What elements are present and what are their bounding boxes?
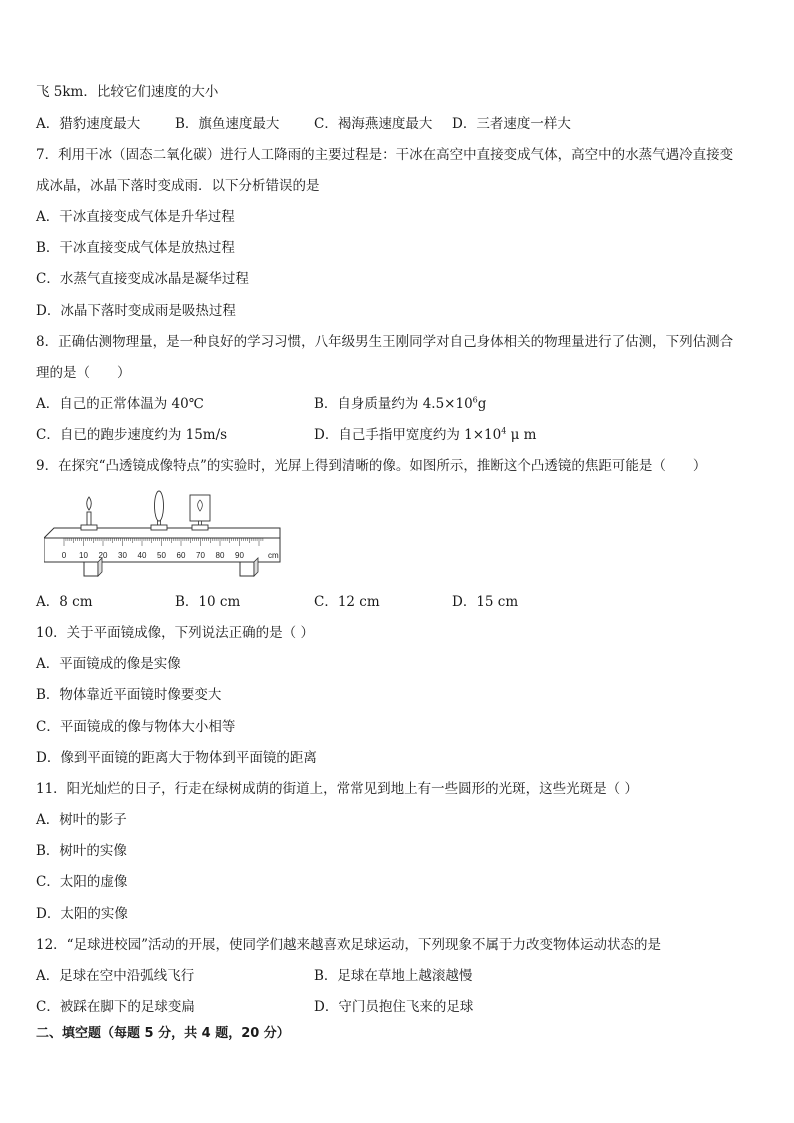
q7-option-b: B．干冰直接变成气体是放热过程 xyxy=(36,240,235,256)
q10-option-a: A．平面镜成的像是实像 xyxy=(36,656,181,672)
q8-option-d-exponent: 4 xyxy=(501,426,507,436)
optical-bench-svg xyxy=(44,488,284,583)
ruler-unit-label: cm xyxy=(268,551,279,560)
q10-option-c: C．平面镜成的像与物体大小相等 xyxy=(36,719,236,735)
section2-title: 二、填空题（每题 5 分，共 4 题，20 分） xyxy=(36,1026,290,1041)
q6-option-a: A．猎豹速度最大 xyxy=(36,116,141,132)
q6-option-d: D．三者速度一样大 xyxy=(452,116,571,132)
candle-holder xyxy=(81,525,97,530)
lens-holder xyxy=(151,525,167,530)
q11-option-d: D．太阳的实像 xyxy=(36,906,128,922)
q9-option-d: D．15 cm xyxy=(452,594,519,610)
q12-option-c: C．被踩在脚下的足球变扁 xyxy=(36,999,195,1015)
q7-option-c: C．水蒸气直接变成冰晶是凝华过程 xyxy=(36,271,249,287)
q10-option-d: D．像到平面镜的距离大于物体到平面镜的距离 xyxy=(36,750,317,766)
q6-option-c: C．褐海燕速度最大 xyxy=(314,116,433,132)
ruler-tick-label: 10 xyxy=(79,551,88,560)
convex-lens xyxy=(155,491,164,521)
q7-option-a: A．干冰直接变成气体是升华过程 xyxy=(36,209,235,225)
q8-stem-line1: 8．正确估测物理量，是一种良好的学习习惯，八年级男生王刚同学对自己身体相关的物理量进行了估测，下列估测合 xyxy=(36,334,734,350)
q8-option-b-exponent: 6 xyxy=(472,395,478,405)
candle-flame xyxy=(87,497,92,510)
optical-bench-figure xyxy=(44,488,284,583)
bench-leg-right xyxy=(240,562,254,576)
bench-leg-left xyxy=(84,562,98,576)
ruler-tick-label: 40 xyxy=(137,551,147,560)
q8-option-d xyxy=(314,426,536,444)
q7-option-d: D．冰晶下落时变成雨是吸热过程 xyxy=(36,303,236,319)
q11-option-a: A．树叶的影子 xyxy=(36,812,127,828)
q7-stem-line1: 7．利用干冰（固态二氧化碳）进行人工降雨的主要过程是：干冰在高空中直接变成气体，高空中的水蒸气遇冷直接变 xyxy=(36,147,734,163)
q8-option-d-unit: μ m xyxy=(506,427,537,443)
ruler-tick-label: 20 xyxy=(98,551,108,560)
ruler-tick-label: 0 xyxy=(61,551,67,560)
q8-option-c: C．自已的跑步速度约为 15m/s xyxy=(36,427,228,443)
q11-option-c: C．太阳的虚像 xyxy=(36,874,128,890)
q12-stem: 12．“足球进校园”活动的开展，使同学们越来越喜欢足球运动，下列现象不属于力改变物体运动状态的是 xyxy=(36,937,661,953)
q8-option-b-unit: g xyxy=(477,396,487,412)
q9-option-c: C．12 cm xyxy=(314,594,380,610)
q12-option-b: B．足球在草地上越滚越慢 xyxy=(314,968,473,984)
ruler-tick-label: 70 xyxy=(196,551,205,560)
q6-option-b: B．旗鱼速度最大 xyxy=(175,116,280,132)
ruler-tick-label: 50 xyxy=(157,551,166,560)
q12-option-d: D．守门员抱住飞来的足球 xyxy=(314,999,474,1015)
q8-stem-line2: 理的是（ ） xyxy=(36,365,131,381)
q6-continuation: 飞 5km．比较它们速度的大小 xyxy=(36,84,219,100)
q12-option-a: A．足球在空中沿弧线飞行 xyxy=(36,968,195,984)
screen-holder xyxy=(192,525,208,530)
q11-stem: 11．阳光灿烂的日子，行走在绿树成荫的街道上，常常见到地上有一些圆形的光斑，这些光斑是（ ） xyxy=(36,781,638,797)
ruler-tick-label: 90 xyxy=(235,551,244,560)
q8-option-a: A．自己的正常体温为 40℃ xyxy=(36,396,204,412)
ruler-tick-label: 30 xyxy=(118,551,127,560)
q10-stem: 10．关于平面镜成像，下列说法正确的是（ ） xyxy=(36,625,314,641)
q8-option-b xyxy=(314,395,486,413)
ruler-tick-label: 60 xyxy=(176,551,186,560)
q10-option-b: B．物体靠近平面镜时像要变大 xyxy=(36,687,222,703)
q8-option-b-text: B．自身质量约为 4.5×10 xyxy=(314,396,473,412)
ruler-tick-label: 80 xyxy=(215,551,225,560)
q11-option-b: B．树叶的实像 xyxy=(36,843,127,859)
q8-option-d-text: D．自己手指甲宽度约为 1×10 xyxy=(314,427,502,443)
candle-body xyxy=(87,512,91,526)
q9-option-a: A．8 cm xyxy=(36,594,93,610)
q9-stem: 9．在探究“凸透镜成像特点”的实验时，光屏上得到清晰的像。如图所示，推断这个凸透镜的焦距可能是（ ） xyxy=(36,458,707,474)
q9-option-b: B．10 cm xyxy=(175,594,241,610)
q7-stem-line2: 成冰晶，冰晶下落时变成雨．以下分析错误的是 xyxy=(36,178,320,194)
